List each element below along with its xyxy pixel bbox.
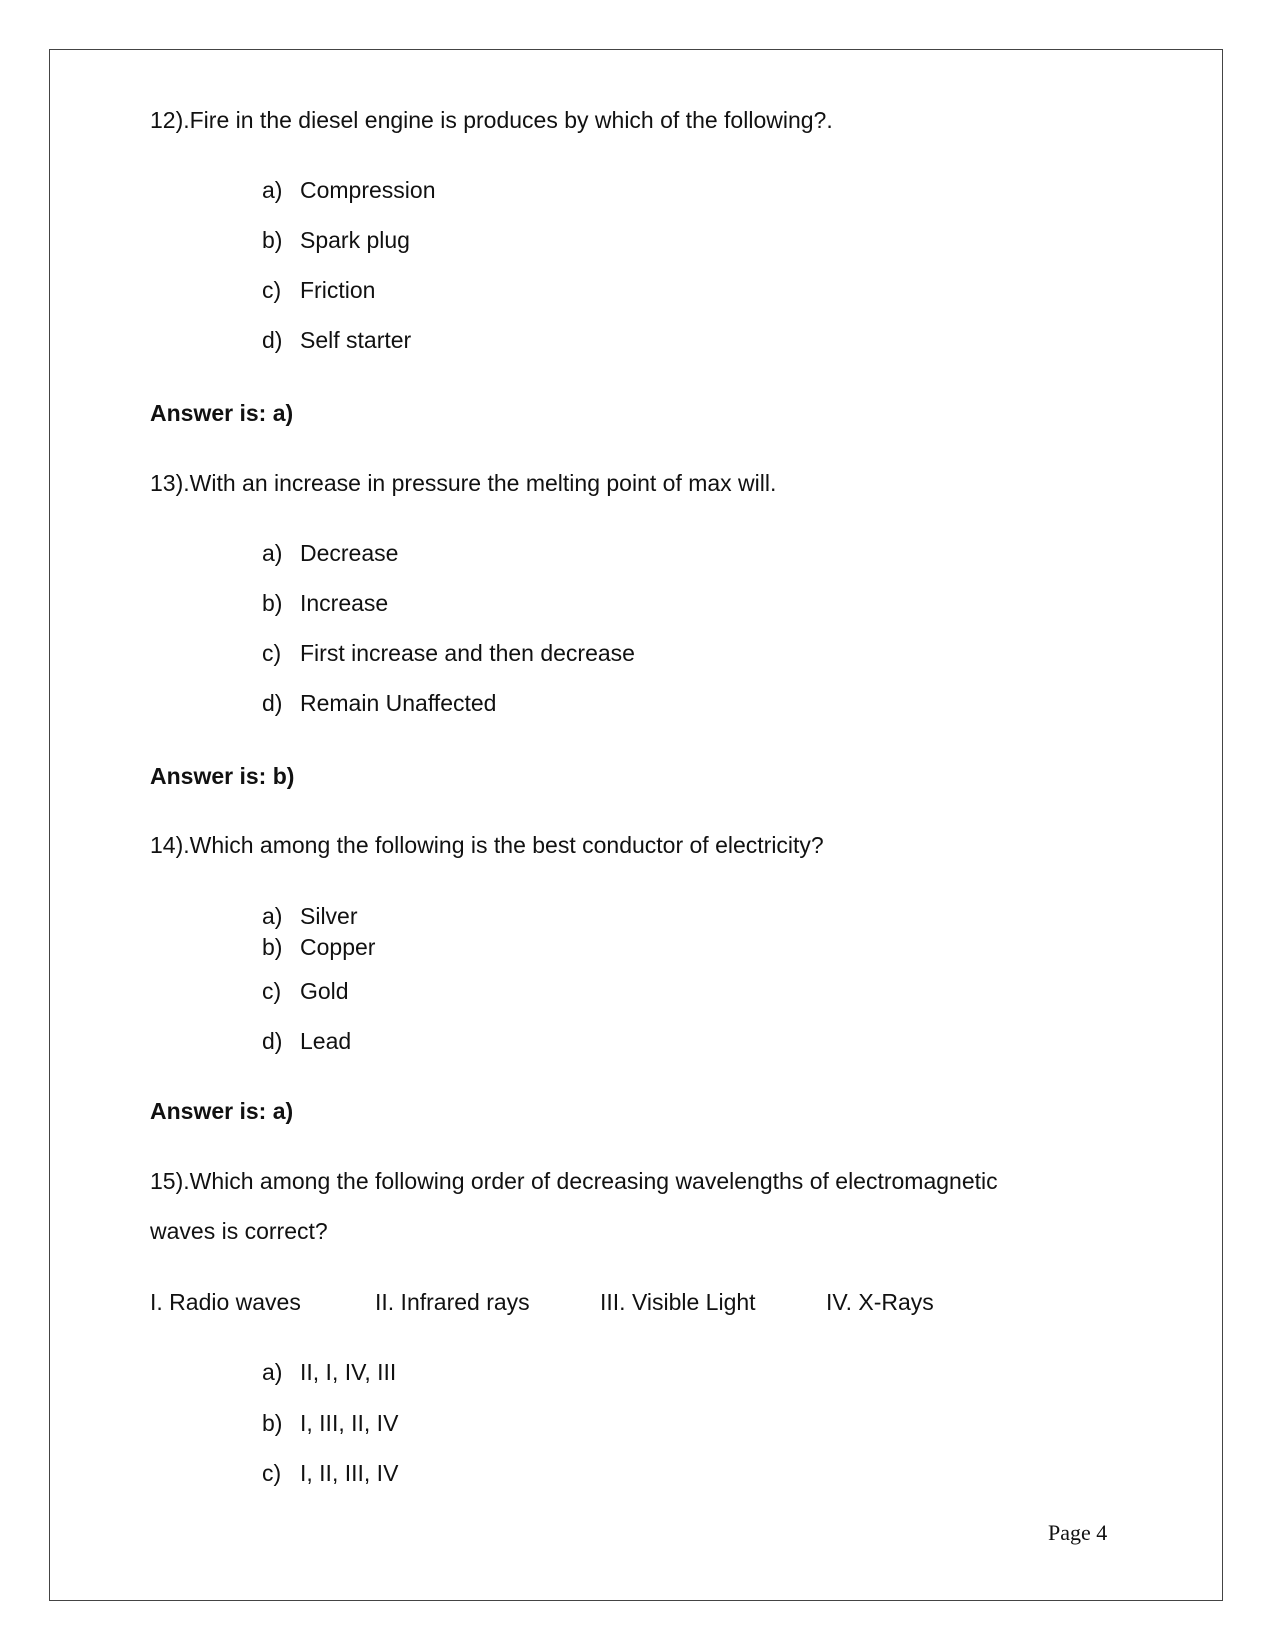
q15-option-a-text: II, I, IV, III bbox=[300, 1359, 397, 1385]
q15-item-4: IV. X-Rays bbox=[826, 1289, 934, 1315]
q13-option-d-text: Remain Unaffected bbox=[300, 690, 497, 716]
question-15-text-line1: 15).Which among the following order of decreasing wavelengths of electromagnetic bbox=[150, 1168, 998, 1194]
q15-option-c-letter: c) bbox=[262, 1460, 282, 1486]
q12-option-a-text: Compression bbox=[300, 177, 436, 203]
q13-option-c-letter: c) bbox=[262, 640, 282, 666]
q13-option-b-text: Increase bbox=[300, 590, 389, 616]
q13-option-a-letter: a) bbox=[262, 540, 283, 566]
q12-option-c-letter: c) bbox=[262, 277, 282, 303]
q12-option-c-text: Friction bbox=[300, 277, 376, 303]
q15-item-2: II. Infrared rays bbox=[375, 1289, 530, 1315]
q12-answer: Answer is: a) bbox=[150, 400, 294, 426]
question-13-text: 13).With an increase in pressure the melting point of max will. bbox=[150, 470, 777, 496]
q13-answer: Answer is: b) bbox=[150, 763, 295, 789]
q12-option-d-letter: d) bbox=[262, 327, 283, 353]
question-15-text-line2: waves is correct? bbox=[150, 1218, 328, 1244]
page-number: Page 4 bbox=[1048, 1520, 1108, 1545]
q12-option-d-text: Self starter bbox=[300, 327, 412, 353]
q12-option-b-text: Spark plug bbox=[300, 227, 410, 253]
q14-option-c-text: Gold bbox=[300, 978, 349, 1004]
q13-option-d-letter: d) bbox=[262, 690, 283, 716]
q14-option-d-letter: d) bbox=[262, 1028, 283, 1054]
question-12-text: 12).Fire in the diesel engine is produces by which of the following?. bbox=[150, 107, 833, 133]
q14-option-a-text: Silver bbox=[300, 903, 358, 929]
q15-item-1: I. Radio waves bbox=[150, 1289, 301, 1315]
q13-option-c-text: First increase and then decrease bbox=[300, 640, 635, 666]
q14-option-b-text: Copper bbox=[300, 934, 376, 960]
q14-option-d-text: Lead bbox=[300, 1028, 352, 1054]
q14-answer: Answer is: a) bbox=[150, 1098, 294, 1124]
q15-option-a-letter: a) bbox=[262, 1359, 283, 1385]
q15-option-b-letter: b) bbox=[262, 1410, 283, 1436]
question-14-text: 14).Which among the following is the best conductor of electricity? bbox=[150, 832, 824, 858]
q12-option-b-letter: b) bbox=[262, 227, 283, 253]
q14-option-a-letter: a) bbox=[262, 903, 283, 929]
q14-option-b-letter: b) bbox=[262, 934, 283, 960]
q13-option-b-letter: b) bbox=[262, 590, 283, 616]
q13-option-a-text: Decrease bbox=[300, 540, 399, 566]
q12-option-a-letter: a) bbox=[262, 177, 283, 203]
q15-item-3: III. Visible Light bbox=[600, 1289, 756, 1315]
q14-option-c-letter: c) bbox=[262, 978, 282, 1004]
q15-option-c-text: I, II, III, IV bbox=[300, 1460, 399, 1486]
page-border bbox=[49, 49, 1223, 1601]
q15-option-b-text: I, III, II, IV bbox=[300, 1410, 399, 1436]
